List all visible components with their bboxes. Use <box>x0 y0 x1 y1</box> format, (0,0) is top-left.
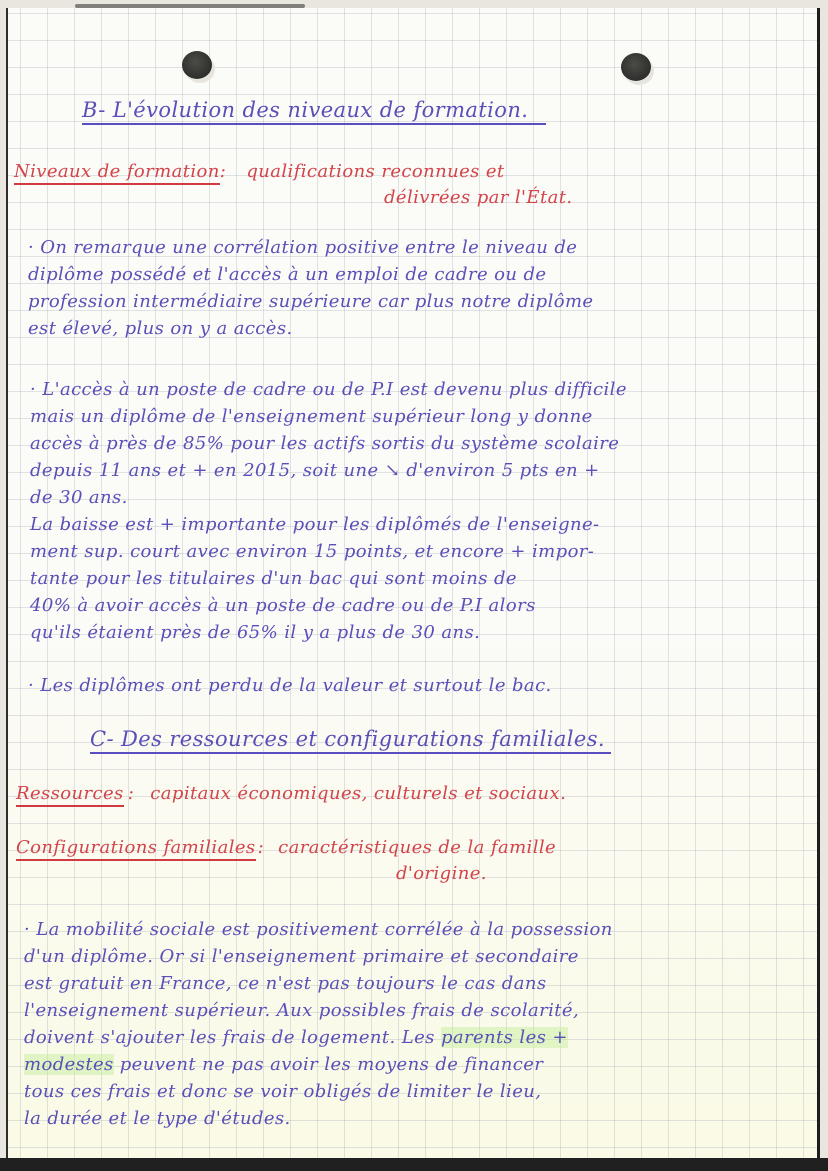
definition-ressources: Ressources : capitaux économiques, culturels et sociaux. <box>16 780 566 807</box>
definition-niveaux-de-formation: Niveaux de formation: qualifications reconnues et <box>14 158 505 185</box>
section-b-title: B- L'évolution des niveaux de formation. <box>82 98 546 122</box>
definition-term: Niveaux de formation <box>14 161 220 185</box>
paragraph-acces-cadre: · L'accès à un poste de cadre ou de P.I est devenu plus difficile mais un diplôme de l'enseignement supérieur long y donne accès à près de 85% pour les actifs sortis du système scolaire depuis 11 ans et + en 2015, soit une ↘ d'environ 5 pts en + de 30 ans. La baisse est + importante pour les diplômés de l'enseigne- ment sup. court avec environ 15 points, et encore + impor- tante pour les titulaires d'un bac qui sont moins de 40% à avoir accès à un poste de cadre ou de P.I alors qu'ils étaient près de 65% il y a plus de 30 ans. <box>30 379 627 643</box>
definition-text: caractéristiques de la famille <box>278 837 557 858</box>
definition-text: qualifications reconnues et <box>246 161 505 182</box>
paragraph-mobilite-sociale: · La mobilité sociale est positivement corrélée à la possession d'un diplôme. Or si l'enseignement primaire et secondaire est gratuit en France, ce n'est pas toujours le cas dans l'enseignement supérieur. Aux possibles frais de scolarité, doivent s'ajouter les frais de logement. Les parents les + modestes peuvent ne pas avoir les moyens de financer tous ces frais et donc se voir obligés de limiter le lieu, la durée et le type d'études. <box>24 919 613 1129</box>
definition-term: Configurations familiales <box>16 837 256 861</box>
section-c-title: C- Des ressources et configurations familiales. <box>90 727 611 751</box>
punch-hole-icon <box>621 53 651 81</box>
definition-text: capitaux économiques, culturels et sociaux. <box>150 783 567 804</box>
highlighted-text: parents les + <box>440 1027 568 1048</box>
paragraph-diplomes-valeur: · Les diplômes ont perdu de la valeur et surtout le bac. <box>28 675 552 696</box>
definition-text-continued: d'origine. <box>396 863 487 884</box>
paper-top-edge <box>75 4 305 8</box>
definition-configurations-familiales: Configurations familiales : caractéristiques de la famille <box>16 834 556 861</box>
definition-term: Ressources <box>16 783 124 807</box>
punch-hole-icon <box>182 51 212 79</box>
highlighted-text: modestes <box>24 1054 114 1075</box>
paper-bottom-edge <box>0 1158 828 1171</box>
paragraph-correlation: · On remarque une corrélation positive entre le niveau de diplôme possédé et l'accès à un emploi de cadre ou de profession intermédiaire supérieure car plus notre diplôme est élevé, plus on y a accès. <box>28 237 594 339</box>
definition-text-continued: délivrées par l'État. <box>384 187 573 208</box>
